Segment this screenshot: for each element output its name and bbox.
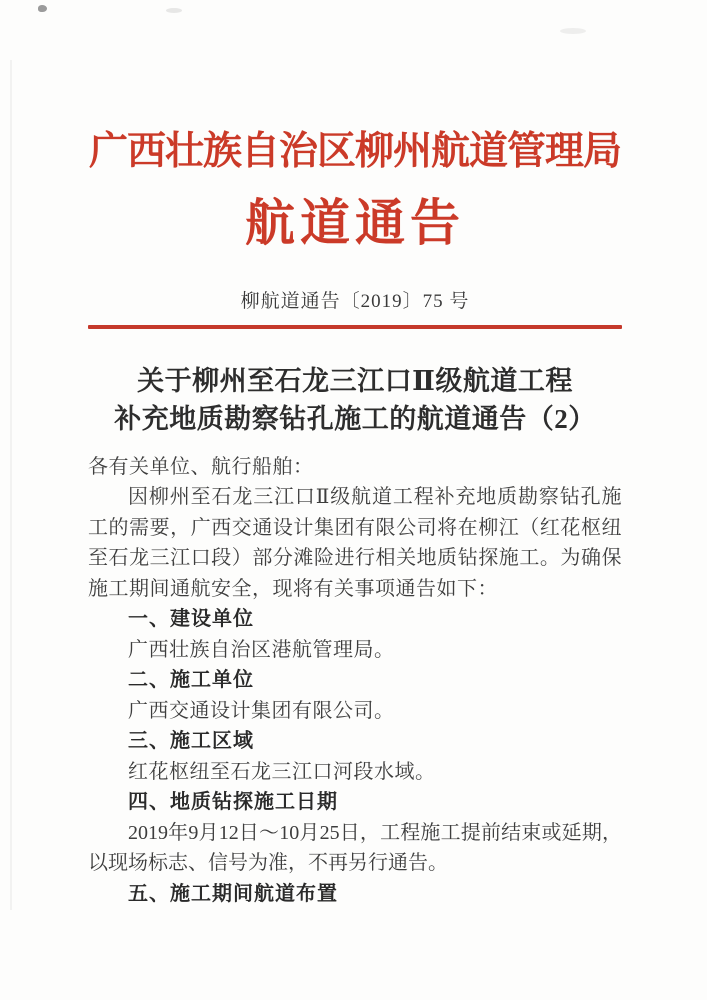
document-title — [88, 362, 622, 438]
section-heading-1: 一、建设单位 — [128, 608, 254, 631]
section-content-2: 广西交通设计集团有限公司。 — [128, 699, 395, 722]
issue-number: 柳航道通告〔2019〕75 号 — [240, 290, 470, 312]
notice-header — [88, 0, 622, 329]
notice-body — [88, 452, 622, 910]
scan-streak — [10, 60, 12, 910]
document-title-line1: 关于柳州至石龙三江口Ⅱ级航道工程 — [137, 365, 573, 396]
section-heading-3: 三、施工区域 — [128, 730, 254, 753]
section-heading-5: 五、施工期间航道布置 — [128, 882, 338, 905]
section-content-3: 红花枢纽至石龙三江口河段水域。 — [128, 760, 436, 783]
document-title-line2: 补充地质勘察钻孔施工的航道通告（2） — [114, 403, 596, 434]
salutation: 各有关单位、航行船舶： — [88, 455, 314, 478]
red-divider — [88, 325, 622, 329]
section-heading-2: 二、施工单位 — [128, 669, 254, 692]
section-content-4: 2019年9月12日～10月25日，工程施工提前结束或延期，以现场标志、信号为准，不再另行通告。 — [88, 821, 622, 875]
intro-paragraph: 因柳州至石龙三江口Ⅱ级航道工程补充地质勘察钻孔施工的需要，广西交通设计集团有限公司将在柳江（红花枢纽至石龙三江口段）部分滩险进行相关地质钻探施工。为确保施工期间通航安全，现将有关事项通告如下： — [88, 486, 622, 600]
notice-type-title: 航道通告 — [245, 194, 465, 251]
section-heading-4: 四、地质钻探施工日期 — [128, 791, 338, 814]
section-content-1: 广西壮族自治区港航管理局。 — [128, 638, 395, 661]
scan-speck — [38, 5, 47, 12]
org-name: 广西壮族自治区柳州航道管理局 — [88, 130, 621, 173]
